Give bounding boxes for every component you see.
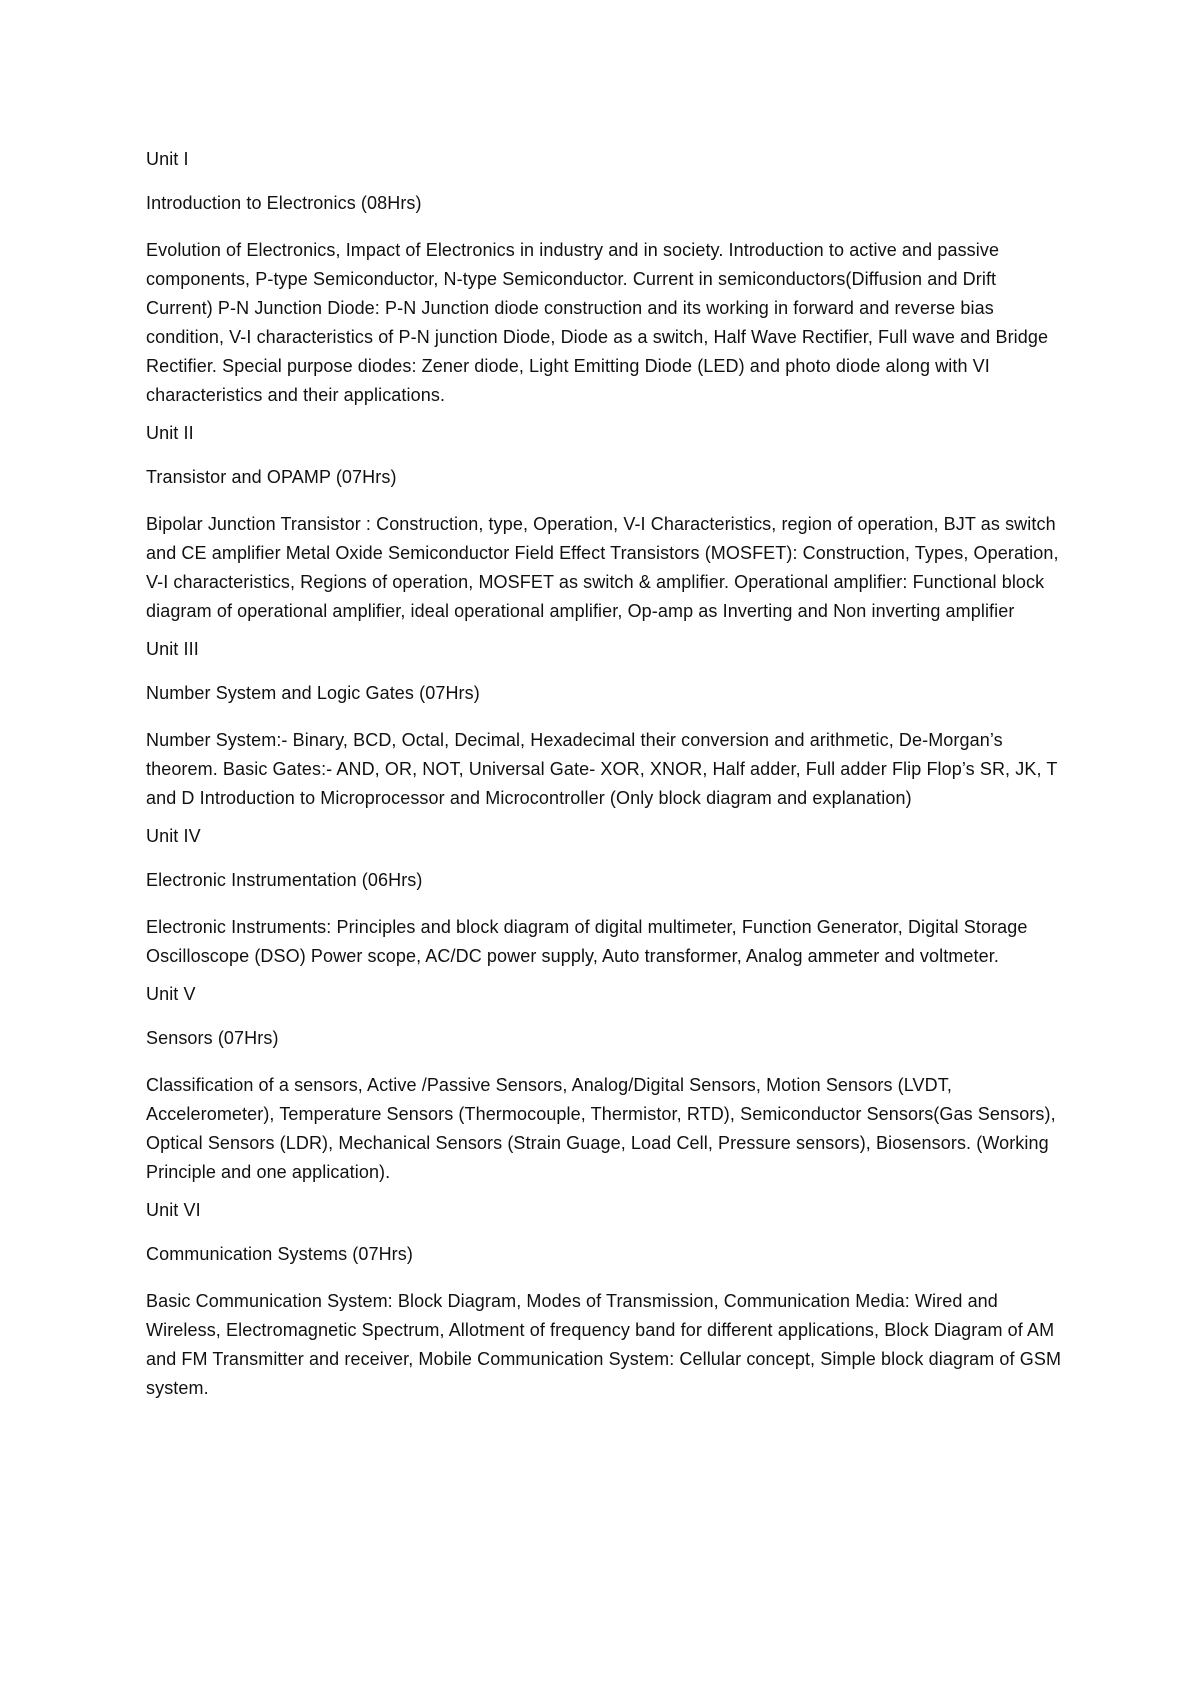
unit-title: Communication Systems (07Hrs): [146, 1244, 413, 1264]
unit-description: Classification of a sensors, Active /Passive Sensors, Analog/Digital Sensors, Motion Sensors (LVDT, Accelerometer), Temperature Sensors (Thermocouple, Thermistor, RTD), Semiconductor Sensors(Gas Sensors), Optical Sensors (LDR), Mechanical Sensors (Strain Guage, Load Cell, Pressure sensors), Biosensors. (Working Principle and one application).: [146, 1075, 1056, 1182]
unit-description: Bipolar Junction Transistor : Construction, type, Operation, V-I Characteristics, region of operation, BJT as switch and CE amplifier Metal Oxide Semiconductor Field Effect Transistors (MOSFET): Construction, Types, Operation, V-I characteristics, Regions of operation, MOSFET as switch & amplifier. Operational amplifier: Functional block diagram of operational amplifier, ideal operational amplifier, Op-amp as Inverting and Non inverting amplifier: [146, 514, 1059, 621]
unit-5-section: [146, 983, 1066, 1187]
unit-description: Number System:- Binary, BCD, Octal, Decimal, Hexadecimal their conversion and arithmetic, De-Morgan’s theorem. Basic Gates:- AND, OR, NOT, Universal Gate- XOR, XNOR, Half adder, Full adder Flip Flop’s SR, JK, T and D Introduction to Microprocessor and Microcontroller (Only block diagram and explanation): [146, 730, 1058, 808]
unit-description: Electronic Instruments: Principles and block diagram of digital multimeter, Function Generator, Digital Storage Oscilloscope (DSO) Power scope, AC/DC power supply, Auto transformer, Analog ammeter and voltmeter.: [146, 917, 1028, 966]
unit-1-section: [146, 148, 1066, 410]
unit-label: Unit III: [146, 639, 199, 659]
unit-2-section: [146, 422, 1066, 626]
unit-title: Sensors (07Hrs): [146, 1028, 279, 1048]
unit-label: Unit VI: [146, 1200, 201, 1220]
unit-title: Introduction to Electronics (08Hrs): [146, 193, 422, 213]
unit-label: Unit IV: [146, 826, 201, 846]
syllabus-content: [146, 148, 1066, 1415]
unit-title: Number System and Logic Gates (07Hrs): [146, 683, 480, 703]
unit-4-section: [146, 825, 1066, 971]
unit-description: Basic Communication System: Block Diagram, Modes of Transmission, Communication Media: Wired and Wireless, Electromagnetic Spectrum, Allotment of frequency band for different applications, Block Diagram of AM and FM Transmitter and receiver, Mobile Communication System: Cellular concept, Simple block diagram of GSM system.: [146, 1291, 1062, 1398]
unit-3-section: [146, 638, 1066, 813]
unit-label: Unit I: [146, 149, 189, 169]
unit-description: Evolution of Electronics, Impact of Electronics in industry and in society. Introduction to active and passive components, P-type Semiconductor, N-type Semiconductor. Current in semiconductors(Diffusion and Drift Current) P-N Junction Diode: P-N Junction diode construction and its working in forward and reverse bias condition, V-I characteristics of P-N junction Diode, Diode as a switch, Half Wave Rectifier, Full wave and Bridge Rectifier. Special purpose diodes: Zener diode, Light Emitting Diode (LED) and photo diode along with VI characteristics and their applications.: [146, 240, 1049, 405]
unit-6-section: [146, 1199, 1066, 1403]
unit-title: Electronic Instrumentation (06Hrs): [146, 870, 423, 890]
unit-label: Unit II: [146, 423, 194, 443]
unit-label: Unit V: [146, 984, 196, 1004]
unit-title: Transistor and OPAMP (07Hrs): [146, 467, 397, 487]
